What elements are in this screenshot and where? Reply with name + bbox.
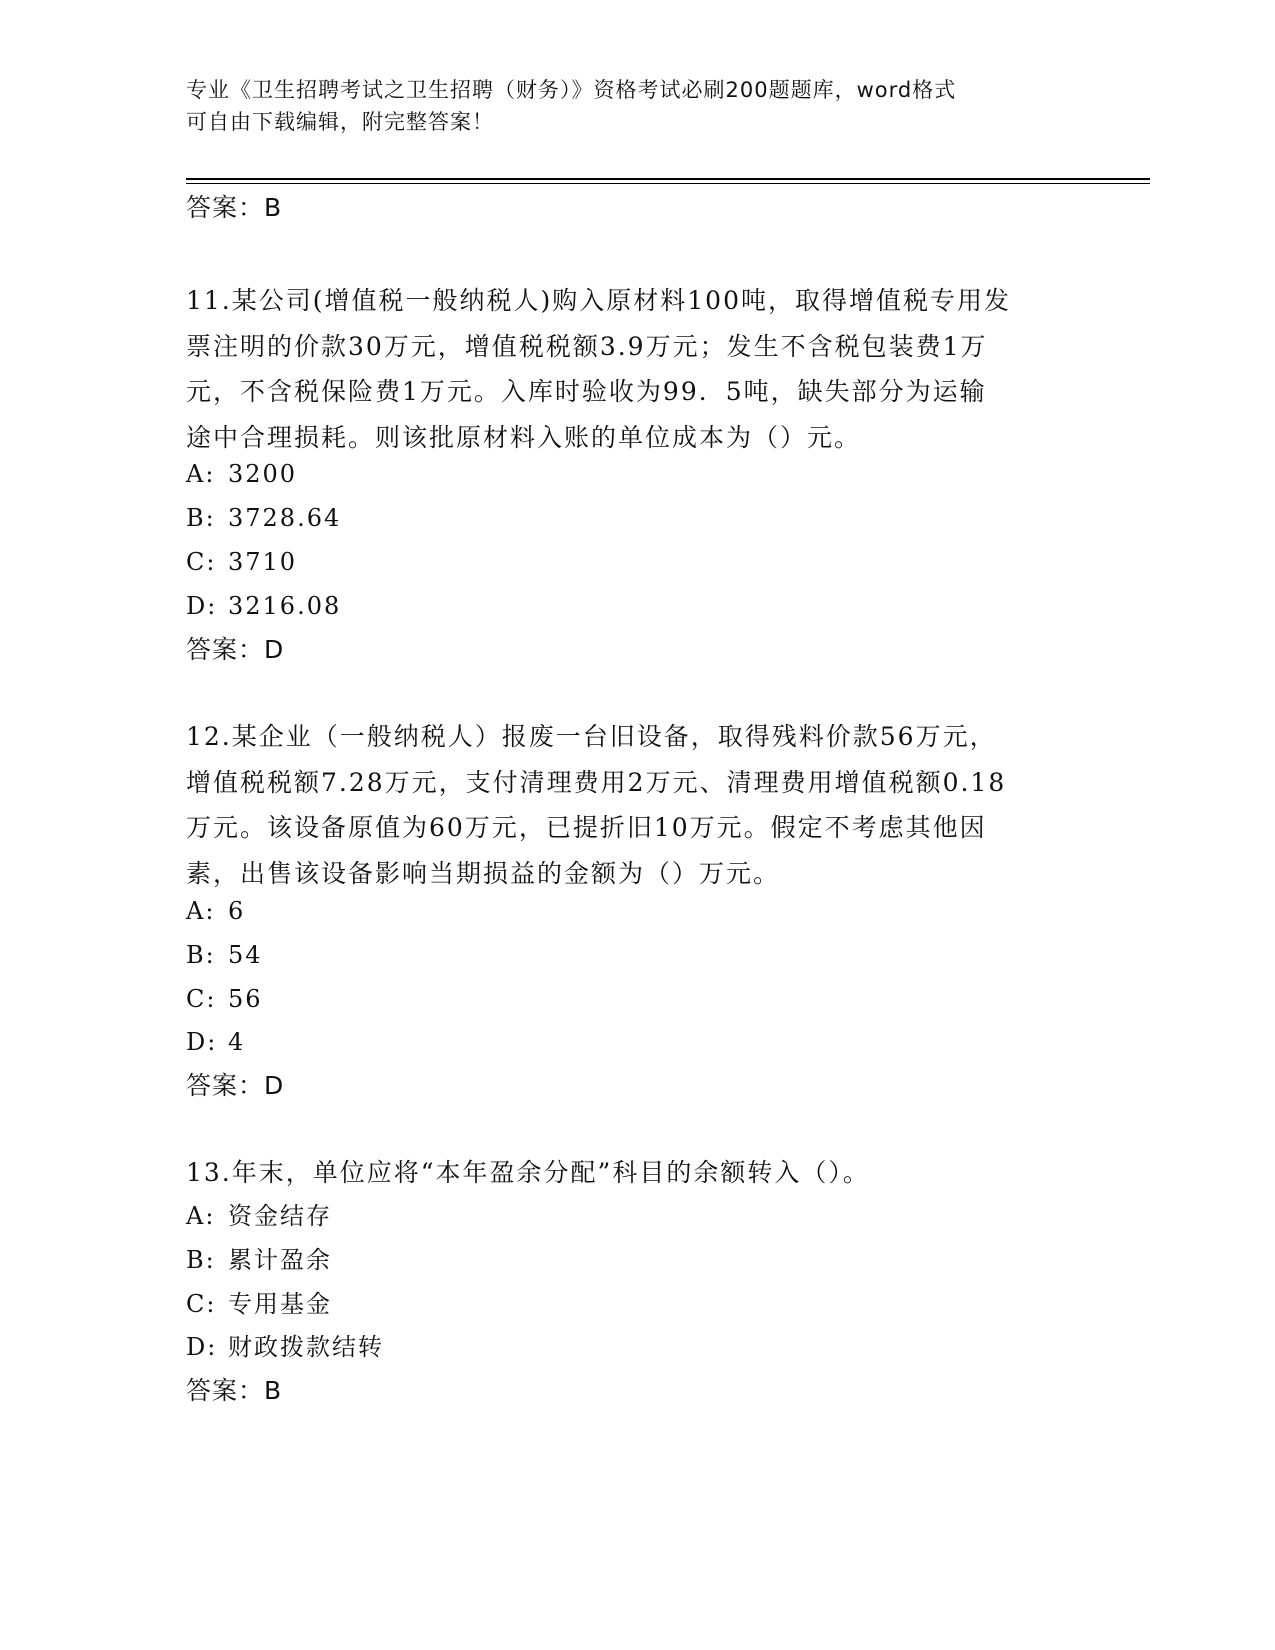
header-divider-thin (186, 183, 1150, 184)
option-key: A: (186, 897, 216, 925)
option-text: 专用基金 (228, 1290, 332, 1318)
question-line: 增值税税额7.28万元，支付清理费用2万元、清理费用增值税额0.18 (186, 767, 1007, 797)
question-line: 万元。该设备原值为60万元，已提折旧10万元。假定不考虑其他因 (186, 813, 987, 842)
option-key: D: (186, 1333, 218, 1361)
question-12-answer: 答案：D (186, 1071, 285, 1100)
answer-label: 答案：B (186, 193, 283, 222)
option-text: 56 (228, 985, 263, 1013)
question-line: 途中合理损耗。则该批原材料入账的单位成本为（）元。 (186, 422, 862, 452)
question-13-option-c (186, 1288, 332, 1320)
question-line: 12.某企业（一般纳税人）报废一台旧设备，取得残料价款56万元， (186, 722, 997, 751)
question-13-option-b (186, 1244, 332, 1276)
option-key: C: (186, 548, 217, 576)
option-text: 累计盈余 (228, 1246, 332, 1274)
question-13-option-a (186, 1200, 332, 1232)
question-line: 11.某公司(增值税一般纳税人)购入原材料100吨，取得增值税专用发 (186, 286, 1011, 315)
option-key: A: (186, 1202, 216, 1230)
option-key: B: (186, 504, 216, 532)
option-key: D: (186, 1028, 218, 1056)
option-key: B: (186, 1246, 216, 1274)
question-11-option-d (186, 590, 341, 622)
option-key: D: (186, 592, 218, 620)
option-text: 3728.64 (228, 504, 342, 532)
option-text: 4 (228, 1028, 246, 1056)
document-header (186, 74, 1066, 138)
question-11-answer: 答案：D (186, 635, 285, 664)
option-text: 3216.08 (228, 592, 342, 620)
question-12-option-d (186, 1026, 245, 1058)
question-12-option-a (186, 895, 245, 927)
question-line: 13.年末，单位应将“本年盈余分配”科目的余额转入（）。 (186, 1158, 870, 1187)
header-line-1: 专业《卫生招聘考试之卫生招聘（财务）》资格考试必刷200题题库，word格式 (186, 78, 957, 102)
question-11-stem (186, 278, 1086, 460)
question-line: 票注明的价款30万元，增值税税额3.9万元；发生不含税包装费1万 (186, 331, 988, 361)
question-13-stem (186, 1150, 1086, 1196)
option-text: 资金结存 (228, 1202, 332, 1230)
question-11-option-c (186, 546, 297, 578)
option-key: A: (186, 460, 216, 488)
question-11-option-a (186, 458, 297, 490)
question-12-option-b (186, 939, 263, 971)
question-12-option-c (186, 983, 263, 1015)
option-text: 54 (228, 941, 263, 969)
option-text: 6 (228, 897, 246, 925)
option-text: 财政拨款结转 (228, 1333, 384, 1361)
option-text: 3710 (228, 548, 298, 576)
option-key: C: (186, 985, 217, 1013)
header-line-2: 可自由下载编辑，附完整答案！ (186, 110, 494, 134)
question-13-option-d (186, 1331, 384, 1363)
question-line: 元，不含税保险费1万元。入库时验收为99．5吨，缺失部分为运输 (186, 377, 987, 406)
option-key: C: (186, 1290, 217, 1318)
option-text: 3200 (228, 460, 298, 488)
question-13-answer: 答案：B (186, 1376, 283, 1405)
question-12-stem (186, 714, 1086, 896)
header-divider-thick (186, 178, 1150, 180)
question-line: 素，出售该设备影响当期损益的金额为（）万元。 (186, 858, 781, 888)
question-11-option-b (186, 502, 341, 534)
option-key: B: (186, 941, 216, 969)
